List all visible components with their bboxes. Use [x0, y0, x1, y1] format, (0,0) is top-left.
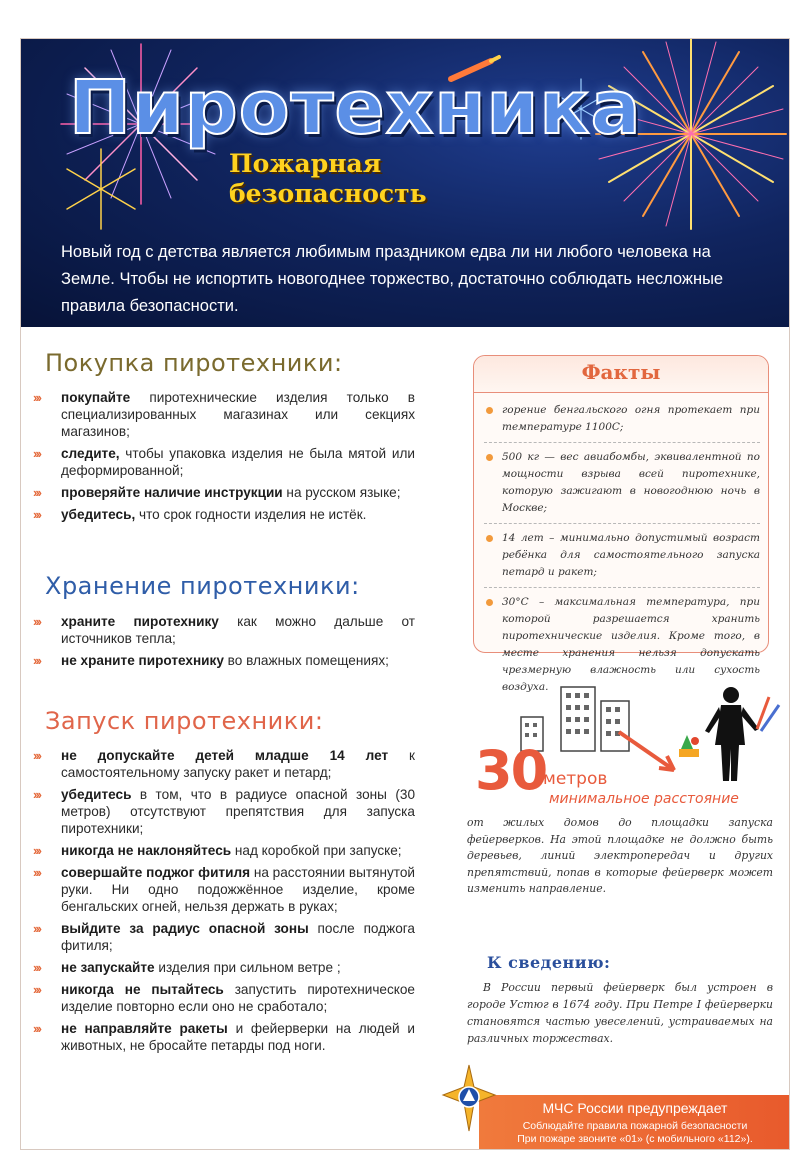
list-item: ››› убедитесь, что срок годности изделия не истёк.: [33, 507, 367, 522]
chevron-bullet-icon: ›››: [33, 1021, 40, 1036]
launch-rules-list: [31, 747, 415, 1059]
chevron-bullet-icon: ›››: [33, 748, 40, 763]
distance-unit: метров: [543, 769, 608, 789]
mchs-emblem-icon: [441, 1063, 497, 1133]
dot-bullet-icon: [486, 599, 493, 606]
facts-title: Факты: [581, 360, 661, 384]
chevron-bullet-icon: ›››: [33, 653, 40, 668]
dot-bullet-icon: [486, 407, 493, 414]
fact-item: 30°С – максимальная температура, при которой разрешается хранить пиротехнические изделия. Кроме того, в месте хранения нельзя допускать чрезмерную влажность или сухость воздуха.: [484, 594, 760, 702]
list-item: ››› никогда не пытайтесь запустить пиротехническое изделие повторно если оно не сработало;: [33, 982, 415, 1014]
poster-subtitle: Пожарная безопасность: [229, 149, 427, 208]
footer-title: МЧС России предупреждает: [542, 1100, 728, 1116]
info-text: В России первый фейерверк был устроен в городе Устюг в 1674 году. При Петре I фейерверки становятся частью увеселений, устраиваемых на различных торжествах.: [467, 981, 773, 1045]
list-item: ››› совершайте поджог фитиля на расстоянии вытянутой руки. Ни одно подожжённое изделие, кроме бенгальских огней, нельзя держать в руках;: [33, 865, 415, 914]
footer-line-2: При пожаре звоните «01» (с мобильного «112»).: [517, 1133, 753, 1145]
distance-description: от жилых домов до площадки запуска фейерверков. На этой площадке не должно быть деревьев, линий электропередач и других препятствий, попав в которые фейерверк может изменить направление.: [467, 816, 773, 895]
list-item: ››› не храните пиротехнику во влажных помещениях;: [33, 653, 389, 668]
intro-text: Новый год с детства является любимым праздником едва ли ни любого человека на Земле. Чтобы не испортить новогоднее торжество, достаточно соблюдать несложные правила безопасности.: [61, 243, 724, 315]
list-item: ››› не допускайте детей младше 14 лет к самостоятельному запуску ракет и петард;: [33, 748, 415, 780]
chevron-bullet-icon: ›››: [33, 865, 40, 880]
facts-header: [474, 356, 768, 393]
list-item: ››› никогда не наклоняйтесь над коробкой при запуске;: [33, 843, 402, 858]
poster-title: Пиротехника: [69, 65, 642, 151]
list-item: ››› убедитесь в том, что в радиусе опасной зоны (30 метров) отсутствуют препятствия для запуска пиротехники;: [33, 787, 415, 836]
section-title-storage: Хранение пиротехники:: [45, 572, 360, 600]
list-item: ››› следите, чтобы упаковка изделия не была мятой или деформированной;: [33, 446, 415, 478]
info-title: К сведению:: [487, 953, 611, 972]
list-item: ››› проверяйте наличие инструкции на русском языке;: [33, 485, 401, 500]
fact-item: 500 кг — вес авиабомбы, эквивалентной по мощности взрыва всей пиротехнике, которую зажигают в новогоднюю ночь в Москве;: [484, 449, 760, 524]
list-item: ››› не запускайте изделия при сильном ветре ;: [33, 960, 341, 975]
list-item: ››› покупайте пиротехнические изделия только в специализированных магазинах или секциях магазинов;: [33, 390, 415, 439]
chevron-bullet-icon: ›››: [33, 507, 40, 522]
list-item: ››› храните пиротехнику как можно дальше от источников тепла;: [33, 614, 416, 646]
poster-sheet: [20, 38, 790, 1150]
chevron-bullet-icon: ›››: [33, 446, 40, 461]
header-banner: [21, 39, 790, 327]
storage-rules-list: [31, 613, 415, 674]
dot-bullet-icon: [486, 535, 493, 542]
fact-item: 14 лет – минимально допустимый возраст ребёнка для самостоятельного запуска петард и ракет;: [484, 530, 760, 588]
facts-box: [473, 355, 769, 693]
distance-number: 30: [475, 739, 547, 802]
chevron-bullet-icon: ›››: [33, 390, 40, 405]
chevron-bullet-icon: ›››: [33, 982, 40, 997]
section-title-launch: Запуск пиротехники:: [45, 707, 324, 735]
dot-bullet-icon: [486, 454, 493, 461]
firework-box-icon: [679, 735, 699, 757]
chevron-bullet-icon: ›››: [33, 960, 40, 975]
chevron-bullet-icon: ›››: [33, 614, 40, 629]
list-item: ››› не направляйте ракеты и фейерверки на людей и животных, не бросайте петарды под ноги.: [33, 1021, 415, 1053]
footer-line-1: Соблюдайте правила пожарной безопасности: [522, 1120, 748, 1132]
list-item: ››› выйдите за радиус опасной зоны после поджога фитиля;: [33, 921, 415, 953]
chevron-bullet-icon: ›››: [33, 787, 40, 802]
chevron-bullet-icon: ›››: [33, 843, 40, 858]
section-title-purchase: Покупка пиротехники:: [45, 349, 343, 377]
facts-list: [484, 402, 760, 708]
fact-item: горение бенгальского огня протекает при температуре 1100С;: [484, 402, 760, 443]
purchase-rules-list: [31, 389, 415, 528]
chevron-bullet-icon: ›››: [33, 921, 40, 936]
person-silhouette-icon: [705, 687, 779, 781]
distance-caption: минимальное расстояние: [549, 791, 739, 807]
footer-banner: [479, 1095, 790, 1150]
chevron-bullet-icon: ›››: [33, 485, 40, 500]
